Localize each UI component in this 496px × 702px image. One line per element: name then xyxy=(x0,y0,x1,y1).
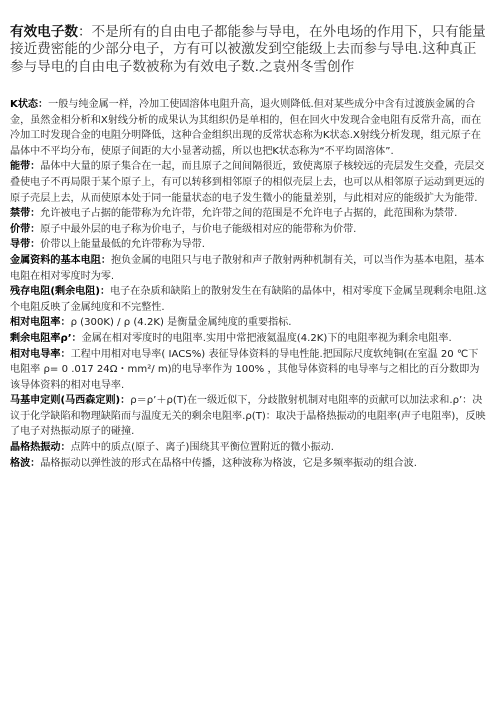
definition-relative-conductivity xyxy=(10,347,488,394)
definition-conduction-band xyxy=(10,237,488,253)
definition-term: 相对电导率： xyxy=(10,348,71,360)
definition-term: K状态： xyxy=(10,99,49,110)
definition-valence-band xyxy=(10,222,488,238)
definition-term: 马基申定则(马西森定则)： xyxy=(10,395,131,407)
definition-text: 价带以上能量最低的允许带称为导带. xyxy=(40,239,205,251)
definition-text: 金属在相对零度时的电阻率.实用中常把液氦温度(4.2K)下的电阻率视为剩余电阻率. xyxy=(81,332,452,344)
definition-text: 点阵中的质点(原子、离子)围绕其平衡位置附近的微小振动. xyxy=(70,442,334,454)
definitions-list xyxy=(10,97,488,471)
definition-lattice-wave xyxy=(10,456,488,472)
definition-text: ρ (300K) / ρ (4.2K) 是衡量金属纯度的重要指标. xyxy=(70,317,292,329)
definition-text: 一般与纯金属一样，冷加工使固溶体电阻升高，退火则降低.但对某些成分中含有过渡族金属的合金，虽然金相分析和X射线分析的成果认为其组织仍是单相的，但在回火中发现合金电阻有反常升高，而在冷加工时发现合金的电阻分明降低，这种合金组织出现的反常状态称为K状态.X射线分析发现，组元原子在晶体中不平均分布，使原子间距的大小显著动摇，所以也把K状态称为“不平均固溶体”. xyxy=(10,99,482,157)
definition-text: 晶格振动以弹性波的形式在晶格中传播，这种波称为格波，它是多频率振动的组合波. xyxy=(40,457,417,469)
intro-paragraph xyxy=(10,24,486,76)
definition-residual-resistance xyxy=(10,284,488,315)
definition-term: 格波： xyxy=(10,457,41,469)
definition-k-state xyxy=(10,97,488,159)
definition-residual-resistivity xyxy=(10,331,488,347)
definition-text: 电子在杂质和缺陷上的散射发生在有缺陷的晶体中，相对零度下金属呈现剩余电阻.这个电阻反映了金属纯度和不完整性. xyxy=(10,286,487,313)
definition-term: 价带： xyxy=(10,223,41,235)
definition-lattice-vibration xyxy=(10,440,488,456)
intro-term: 有效电子数 xyxy=(10,24,78,40)
definition-term: 金属资料的基本电阻： xyxy=(10,254,111,266)
definition-text: 工程中用相对电导率( IACS%) 表征导体资料的导电性能.把国际尺度软纯铜(在室温 20 ℃下电阻率 ρ= 0 .017 24Ω・mm²/ m)的电导率作为 100% ，其他导体资料的电导率与之相比的百分数即为该导体资料的相对电导率. xyxy=(10,348,480,391)
definition-text: ρ＝ρ’＋ρ(T)在一级近似下，分歧散射机制对电阻率的贡献可以加法求和.ρ’：决议于化学缺陷和物理缺陷而与温度无关的剩余电阻率.ρ(T)：取决于晶格热振动的电阻率(声子电阻率)，反映了电子对热振动原子的碰撞. xyxy=(10,395,486,438)
definition-term: 残存电阻(剩余电阻)： xyxy=(10,286,111,298)
definition-basic-resistance xyxy=(10,253,488,284)
definition-matthiessen-rule xyxy=(10,393,488,440)
definition-relative-resistivity xyxy=(10,315,488,331)
definition-term: 相对电阻率： xyxy=(10,317,71,329)
definition-term: 导带： xyxy=(10,239,41,251)
definition-term: 晶格热振动： xyxy=(10,442,71,454)
definition-term: 剩余电阻率ρ’： xyxy=(10,332,82,344)
definition-forbidden-band xyxy=(10,206,488,222)
definition-energy-band xyxy=(10,159,488,206)
definition-text: 抱负金属的电阻只与电子散射和声子散射两种机制有关，可以当作为基本电阻，基本电阻在相对零度时为零. xyxy=(10,254,485,282)
definition-term: 能带： xyxy=(10,161,41,173)
definition-term: 禁带： xyxy=(10,208,41,220)
definition-text: 晶体中大量的原子集合在一起，而且原子之间间隔很近，致使离原子核较远的壳层发生交叠，壳层交叠使电子不再局限于某个原子上，有可以转移到相邻原子的相似壳层上去，也可以从相邻原子运动到更远的原子壳层上去，从而使原本处于同一能量状态的电子发生微小的能量差别，与此相对应的能级扩大为能带. xyxy=(10,161,485,204)
intro-text: ：不是所有的自由电子都能参与导电，在外电场的作用下，只有能量接近费密能的少部分电子，方有可以被激发到空能级上去而参与导电.这种真正参与导电的自由电子数被称为有效电子数.之袁州冬雪创作 xyxy=(10,24,486,75)
definition-text: 原子中最外层的电子称为价电子，与价电子能级相对应的能带称为价带. xyxy=(40,223,357,235)
definition-text: 允许被电子占据的能带称为允许带，允许带之间的范围是不允许电子占据的，此范围称为禁带. xyxy=(40,208,458,220)
